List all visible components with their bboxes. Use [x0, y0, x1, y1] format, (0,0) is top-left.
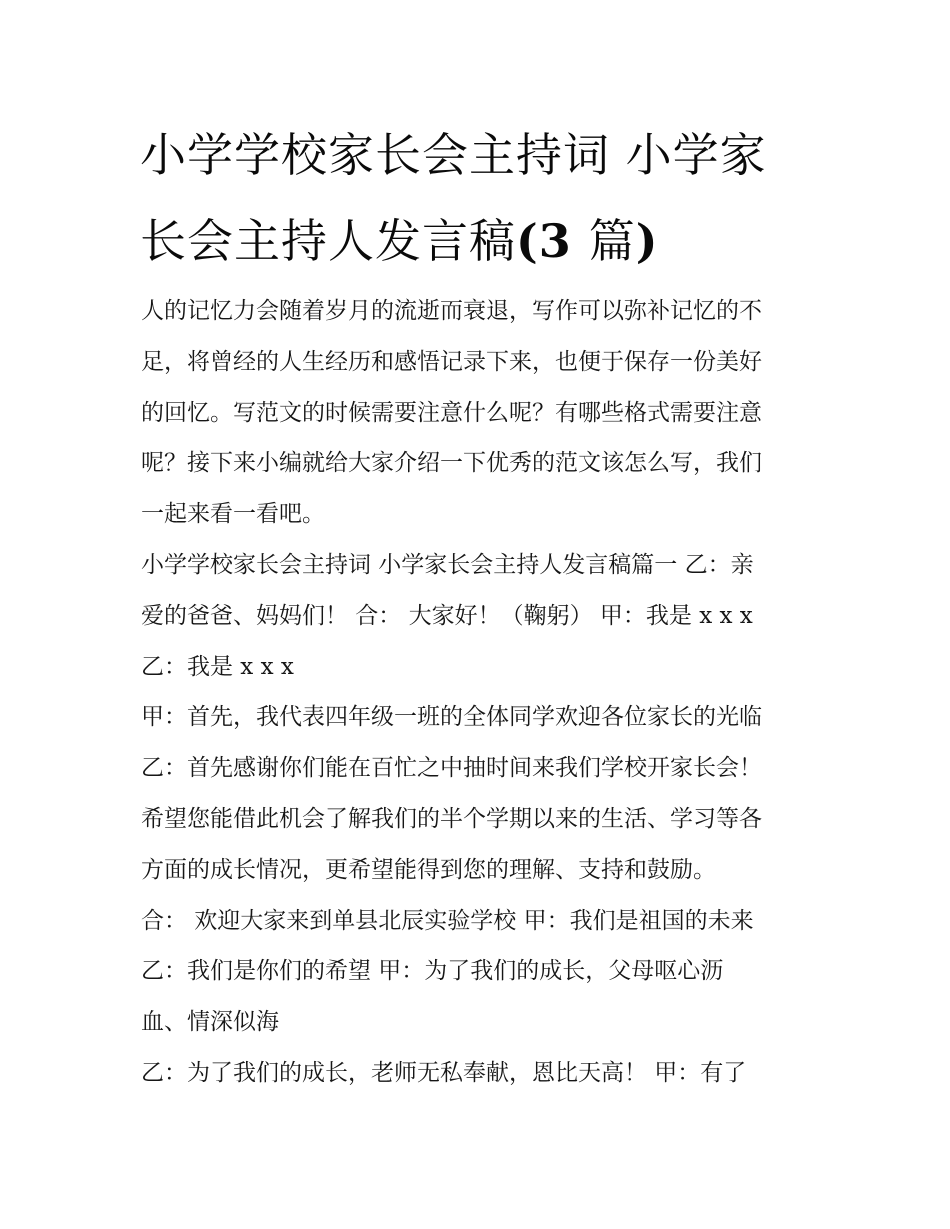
- welcome-paragraph: [141, 692, 831, 895]
- text-line: 一起来看一看吧。: [141, 501, 325, 528]
- text-line: 乙：我是 x x x: [141, 653, 294, 680]
- document-title: [140, 112, 840, 284]
- text-line: 甲：首先，我代表四年级一班的全体同学欢迎各位家长的光临: [141, 704, 762, 731]
- intro-paragraph: [141, 286, 831, 540]
- text-line: 希望您能借此机会了解我们的半个学期以来的生活、学习等各: [141, 805, 762, 832]
- text-line: 小学学校家长会主持词 小学家长会主持人发言稿篇一 乙：亲: [141, 551, 754, 578]
- text-line: 足，将曾经的人生经历和感悟记录下来，也便于保存一份美好: [141, 348, 762, 375]
- text-line: 的回忆。写范文的时候需要注意什么呢？有哪些格式需要注意: [141, 399, 762, 426]
- title-count-open: (3: [516, 214, 589, 268]
- text-line: 方面的成长情况，更希望能得到您的理解、支持和鼓励。: [141, 856, 716, 883]
- text-line: 呢？接下来小编就给大家介绍一下优秀的范文该怎么写，我们: [141, 450, 762, 477]
- text-line: 爱的爸爸、妈妈们！ 合： 大家好！（鞠躬） 甲：我是 x x x: [141, 602, 753, 629]
- title-count-close: ): [635, 214, 659, 268]
- text-line: 血、情深似海: [141, 1009, 279, 1036]
- text-line: 乙：为了我们的成长，老师无私奉献，恩比天高！ 甲：有了: [141, 1059, 747, 1086]
- document-body: [141, 286, 831, 1099]
- title-line-2: [140, 198, 840, 284]
- title-count-unit: 篇: [588, 214, 636, 268]
- text-line: 乙：我们是你们的希望 甲：为了我们的成长，父母呕心沥: [141, 958, 724, 985]
- teacher-thanks-paragraph: [141, 1048, 831, 1099]
- text-line: 合： 欢迎大家来到单县北辰实验学校 甲：我们是祖国的未来: [141, 907, 754, 934]
- school-welcome-paragraph: [141, 896, 831, 1048]
- text-line: 人的记忆力会随着岁月的流逝而衰退，写作可以弥补记忆的不: [141, 298, 762, 324]
- section-one-opening: [141, 540, 831, 692]
- title-line-2-text: 长会主持人发言稿: [140, 214, 516, 268]
- title-line-1: 小学学校家长会主持词 小学家: [140, 128, 767, 182]
- text-line: 乙：首先感谢你们能在百忙之中抽时间来我们学校开家长会！: [141, 755, 762, 782]
